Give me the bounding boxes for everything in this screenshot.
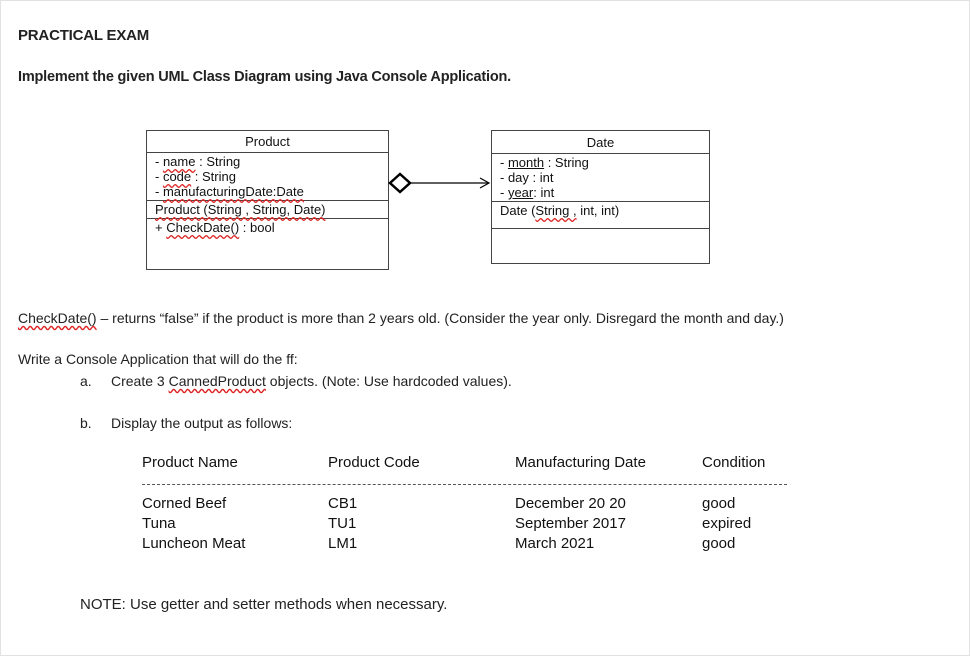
page-title: PRACTICAL EXAM	[18, 27, 150, 44]
date-attributes	[492, 154, 709, 202]
product-attr-manufacturing-date: - manufacturingDate:Date	[155, 184, 304, 199]
aggregation-arrow	[388, 171, 498, 195]
table-cell: CB1	[328, 495, 358, 512]
table-cell: March 2021	[515, 535, 595, 552]
checkdate-description: CheckDate() – returns “false” if the product is more than 2 years old. (Consider the year only. Disregard the month and day.)	[18, 310, 784, 326]
table-column-product-code	[328, 494, 357, 554]
table-header-product-code: Product Code	[328, 454, 420, 471]
date-attr-month: - month : String	[500, 155, 589, 170]
uml-class-date	[491, 130, 710, 264]
table-cell: December 20 20	[515, 495, 626, 512]
product-attributes	[147, 153, 388, 201]
table-cell: Corned Beef	[142, 495, 227, 512]
table-cell: Tuna	[142, 515, 176, 532]
task-b-text: Display the output as follows:	[111, 415, 293, 431]
table-cell: September 2017	[515, 515, 626, 532]
product-method: + CheckDate() : bool	[155, 220, 275, 235]
task-b-marker: b.	[80, 415, 92, 431]
product-attr-code: - code : String	[155, 169, 236, 184]
table-divider	[142, 484, 787, 485]
date-class-name: Date	[492, 131, 709, 154]
date-attr-year: - year: int	[500, 185, 555, 200]
table-cell: TU1	[328, 515, 357, 532]
task-a-text: Create 3 CannedProduct objects. (Note: Use hardcoded values).	[111, 373, 512, 389]
table-cell: good	[702, 495, 736, 512]
uml-class-product	[146, 130, 389, 270]
table-header-condition: Condition	[702, 454, 766, 471]
table-header-product-name: Product Name	[142, 454, 238, 471]
date-attr-day: - day : int	[500, 170, 554, 185]
instruction-text: Implement the given UML Class Diagram using Java Console Application.	[18, 69, 512, 85]
table-header-manufacturing-date: Manufacturing Date	[515, 454, 646, 471]
table-cell: Luncheon Meat	[142, 535, 246, 552]
date-constructor: Date (String , int, int)	[492, 202, 709, 229]
product-class-name: Product	[147, 131, 388, 153]
note-text: NOTE: Use getter and setter methods when necessary.	[80, 596, 448, 613]
task-intro: Write a Console Application that will do the ff:	[18, 351, 298, 367]
table-cell: good	[702, 535, 736, 552]
table-column-product-name	[142, 494, 245, 554]
table-column-manufacturing-date	[515, 494, 626, 554]
date-methods	[492, 229, 709, 253]
table-cell: expired	[702, 515, 752, 532]
product-constructor: Product (String , String, Date)	[147, 201, 388, 219]
table-cell: LM1	[328, 535, 358, 552]
task-a-marker: a.	[80, 373, 92, 389]
table-column-condition	[702, 494, 751, 554]
product-attr-name: - name : String	[155, 154, 241, 169]
